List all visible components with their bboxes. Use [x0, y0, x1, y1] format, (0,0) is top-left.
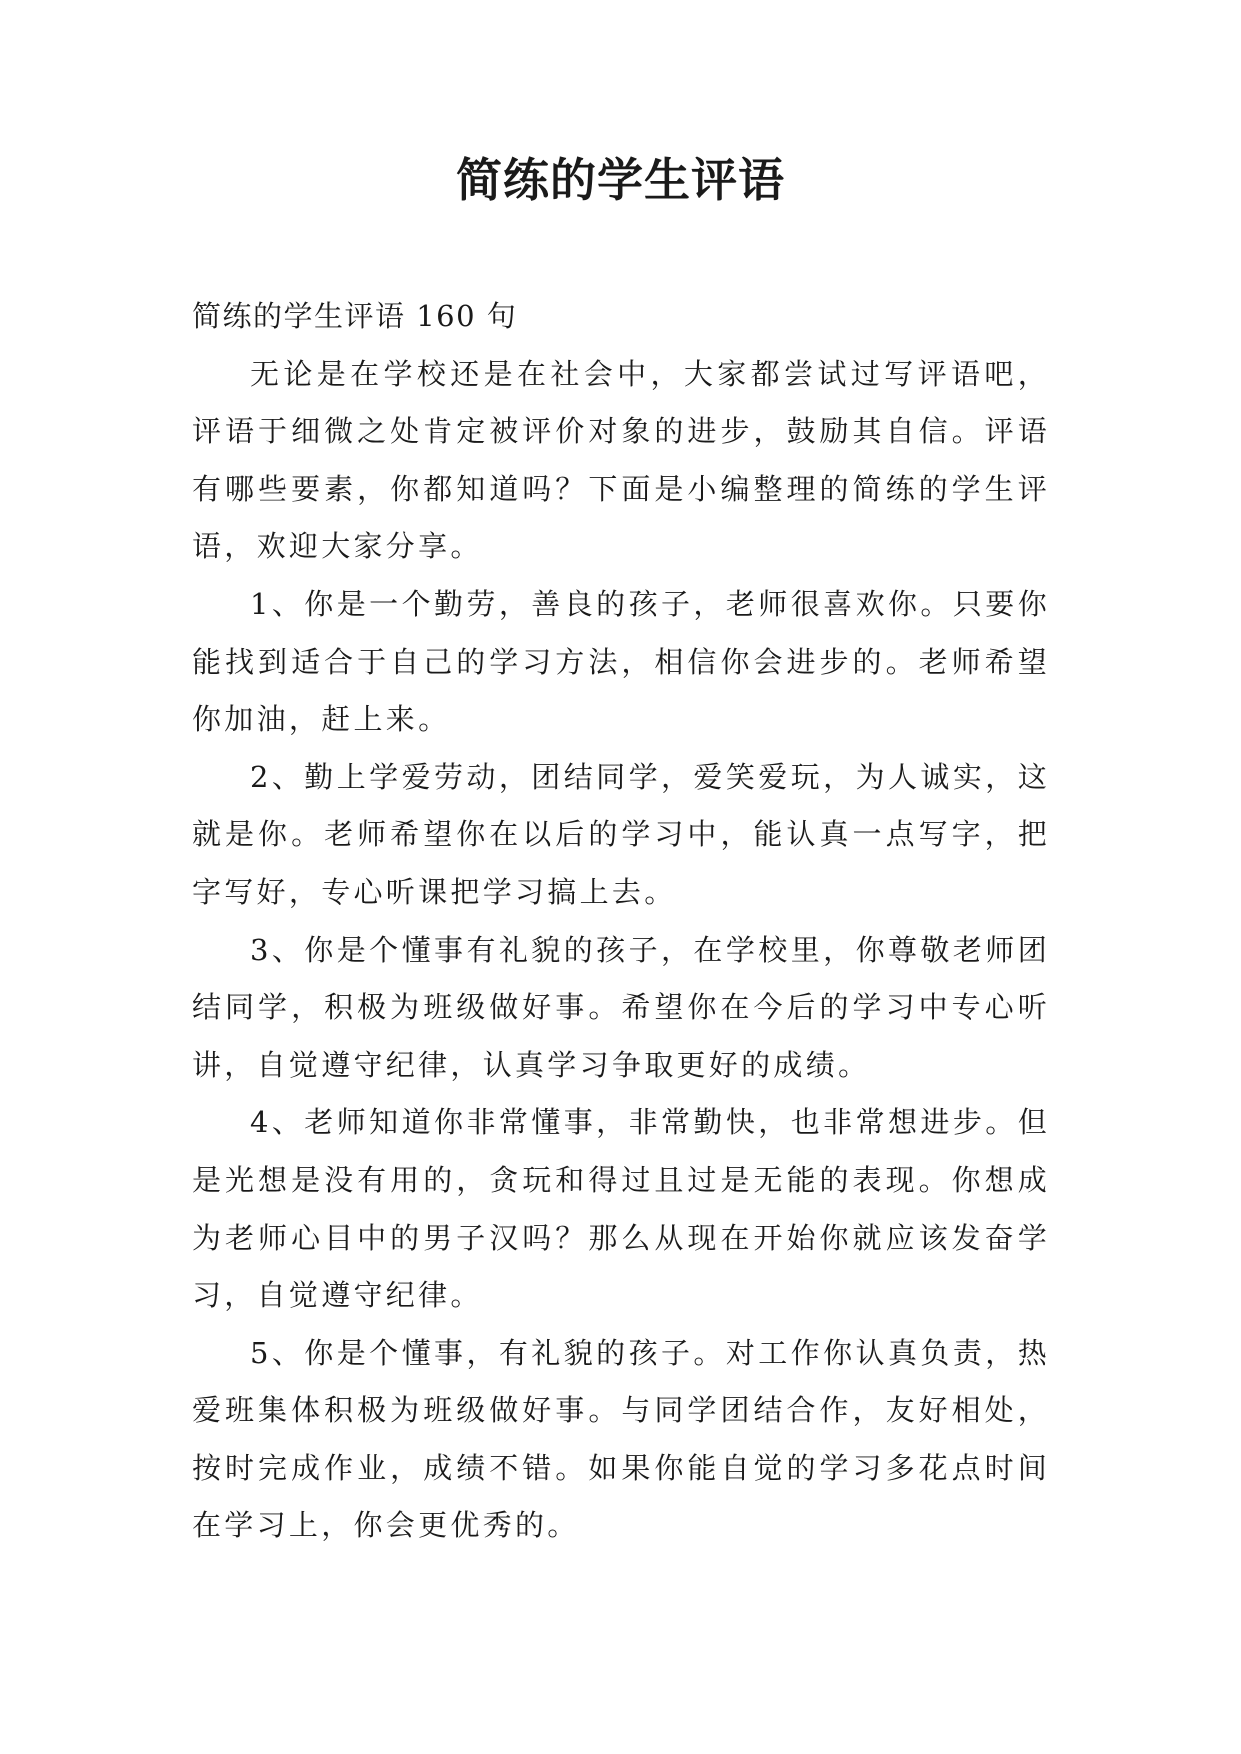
comment-paragraph-4: 4、老师知道你非常懂事，非常勤快，也非常想进步。但是光想是没有用的，贪玩和得过且过是无能的表现。你想成为老师心目中的男子汉吗？那么从现在开始你就应该发奋学习，自觉遵守纪律。 — [192, 1105, 1050, 1313]
document-subtitle: 简练的学生评语 160 句 — [192, 299, 518, 333]
comment-paragraph-3: 3、你是个懂事有礼貌的孩子，在学校里，你尊敬老师团结同学，积极为班级做好事。希望你在今后的学习中专心听讲，自觉遵守纪律，认真学习争取更好的成绩。 — [192, 932, 1050, 1082]
intro-paragraph: 无论是在学校还是在社会中，大家都尝试过写评语吧，评语于细微之处肯定被评价对象的进步，鼓励其自信。评语有哪些要素，你都知道吗？下面是小编整理的简练的学生评语，欢迎大家分享。 — [192, 356, 1050, 564]
comment-paragraph-1: 1、你是一个勤劳，善良的孩子，老师很喜欢你。只要你能找到适合于自己的学习方法，相信你会进步的。老师希望你加油，赶上来。 — [192, 586, 1050, 737]
document-body — [192, 288, 1050, 1555]
document-title: 简练的学生评语 — [456, 153, 785, 207]
comment-paragraph-5: 5、你是个懂事，有礼貌的孩子。对工作你认真负责，热爱班集体积极为班级做好事。与同学团结合作，友好相处，按时完成作业，成绩不错。如果你能自觉的学习多花点时间在学习上，你会更优秀的。 — [192, 1335, 1050, 1543]
comment-paragraph-2: 2、勤上学爱劳动，团结同学，爱笑爱玩，为人诚实，这就是你。老师希望你在以后的学习中，能认真一点写字，把字写好，专心听课把学习搞上去。 — [192, 759, 1050, 909]
